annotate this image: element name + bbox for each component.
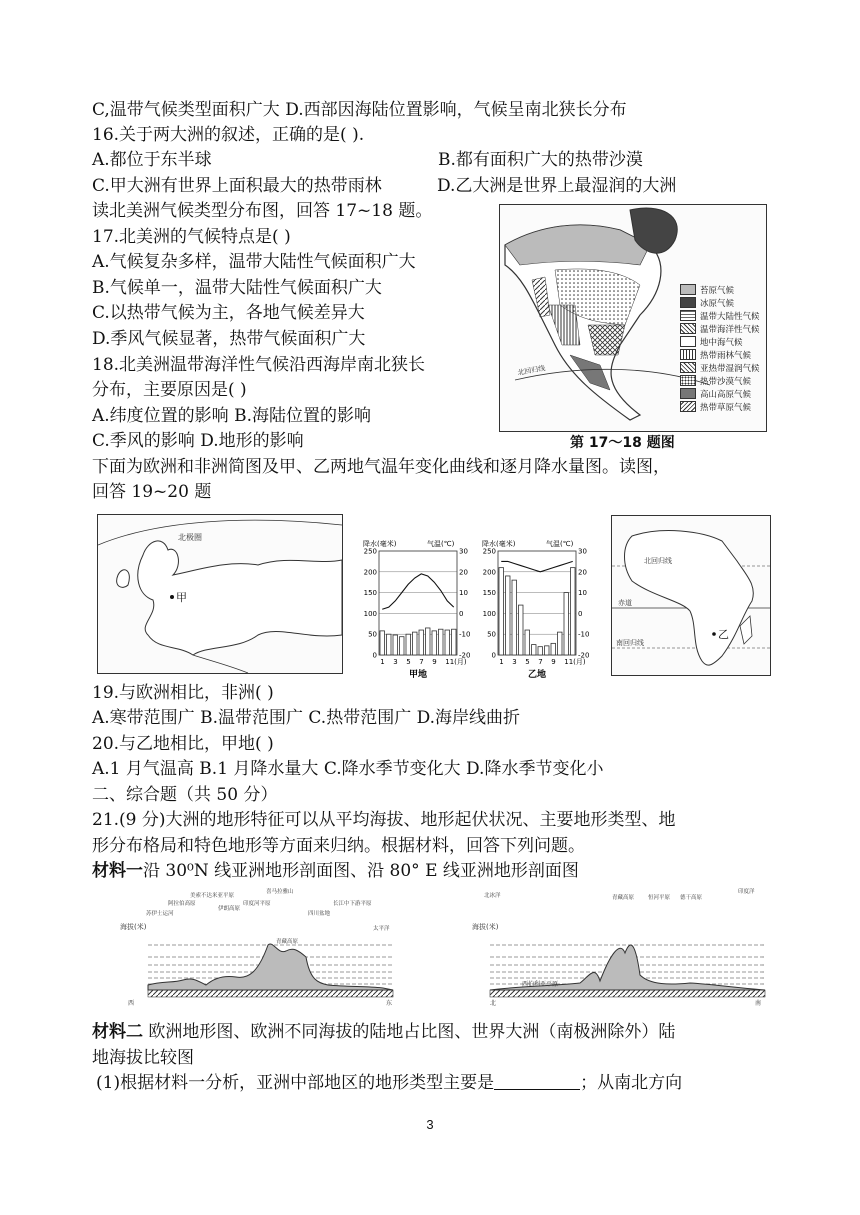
p2-label-2: 恒河平原: [648, 895, 671, 901]
legend-temperate-continental: 温带大陆性气候: [680, 309, 760, 322]
p1-label-3: 伊朗高原: [218, 906, 241, 912]
p2-label-0: 北冰洋: [484, 893, 501, 899]
q18-options-cd: C.季风的影响 D.地形的影响: [92, 431, 304, 451]
y2label: 气温(℃): [546, 540, 574, 548]
y-tick-label: 150: [363, 589, 377, 598]
profile-30n: [118, 885, 400, 1010]
legend-mediterranean: 地中海气候: [680, 335, 760, 348]
intro-19-20: 下面为欧洲和非洲简图及甲、乙两地气温年变化曲线和逐月降水量图。读图，: [92, 457, 670, 477]
precip-bar: [564, 593, 569, 655]
profile2-yaxis: 海拔(米): [472, 923, 499, 931]
africa-tropic-n-label: 北回归线: [644, 557, 672, 565]
profile1-east: 东: [386, 1000, 393, 1007]
na-tropic-label: 北回归线: [516, 364, 546, 377]
q21-stem-2: 形分布格局和特色地形等方面来归纳。根据材料，回答下列问题。: [92, 836, 585, 856]
profile2-north: 北: [490, 1000, 497, 1007]
p1-label-4: 印度河平原: [243, 901, 271, 907]
y-tick-label: 200: [363, 568, 377, 577]
precip-bar: [499, 568, 504, 655]
y-tick-label: 0: [491, 651, 496, 660]
north-america-climate-map: [499, 204, 767, 432]
q16-option-a: A.都位于东半球: [92, 150, 212, 170]
precip-bar: [419, 630, 424, 655]
precip-bar: [413, 632, 418, 655]
y-tick-label: 200: [482, 568, 496, 577]
page-number: 3: [426, 1117, 434, 1132]
section-2-heading: 二、综合题（共 50 分）: [92, 785, 278, 805]
q17-option-b: B.气候单一，温带大陆性气候面积广大: [92, 278, 382, 298]
q20-options: A.1 月气温高 B.1 月降水量大 C.降水季节变化大 D.降水季节变化小: [92, 759, 604, 779]
material-2-text: 欧洲地形图、欧洲不同海拔的陆地占比图、世界大洲（南极洲除外）陆: [143, 1022, 676, 1042]
q21-stem: 21.(9 分)大洲的地形特征可以从平均海拔、地形起伏状况、主要地形类型、地: [92, 810, 676, 830]
profile2-labels: [484, 887, 755, 901]
intro-17-18: 读北美洲气候类型分布图，回答 17~18 题。: [92, 201, 433, 221]
precip-bar: [445, 630, 450, 655]
europe-polar-circle-label: 北极圈: [178, 533, 202, 542]
y-tick-label: 100: [482, 609, 496, 618]
q17-option-a: A.气候复杂多样，温带大陆性气候面积广大: [92, 252, 416, 272]
x-tick-label: 5: [525, 658, 530, 666]
x-tick-label: 11(月): [564, 658, 586, 666]
x-tick-label: 1: [499, 658, 504, 666]
precip-bar: [380, 631, 385, 655]
p1-label-1: 阿拉伯高原: [168, 901, 196, 907]
legend-tropical-savanna: 热带草原气候: [680, 400, 760, 413]
yi-point: [712, 632, 716, 636]
material-1-label: 材料一: [92, 861, 143, 881]
na-map-caption: 第 17～18 题图: [570, 435, 675, 451]
jia-label: 甲: [176, 591, 187, 604]
profile1-yaxis: 海拔(米): [120, 923, 147, 931]
y2-tick-label: 30: [578, 547, 587, 556]
africa-map: [611, 515, 771, 676]
precip-bar: [432, 631, 437, 655]
y2-tick-label: -20: [578, 651, 590, 660]
x-tick-label: 7: [419, 658, 424, 666]
y2-tick-label: 10: [459, 589, 468, 598]
q19-stem: 19.与欧洲相比，非洲( ): [92, 683, 274, 703]
x-tick-label: 5: [406, 658, 411, 666]
temperature-line: [382, 574, 454, 609]
y-tick-label: 0: [372, 651, 377, 660]
x-tick-label: 3: [393, 658, 398, 666]
q16-option-c: C.甲大洲有世界上面积最大的热带雨林: [92, 176, 382, 196]
na-legend: [680, 283, 760, 413]
legend-tropical-desert: 热带沙漠气候: [680, 374, 760, 387]
material-2-line-2: 地海拔比较图: [92, 1048, 194, 1068]
precip-bar: [551, 643, 556, 655]
p1-label-0: 苏伊士运河: [146, 911, 174, 917]
material-2-label: 材料二: [92, 1022, 143, 1042]
precip-bar: [558, 632, 563, 655]
precip-bar: [532, 645, 537, 655]
profile-80e-svg: [470, 885, 770, 1010]
material-1: [92, 859, 579, 883]
precip-bar: [439, 629, 444, 655]
x-tick-label: 1: [380, 658, 385, 666]
precip-bar: [452, 629, 457, 655]
y2label: 气温(℃): [427, 540, 455, 548]
chart-yi: [480, 537, 600, 685]
precip-bar: [512, 580, 517, 655]
y2-tick-label: 30: [459, 547, 468, 556]
y-tick-label: 100: [363, 609, 377, 618]
precip-bar: [525, 630, 530, 655]
y2-tick-label: 0: [578, 609, 583, 618]
temperature-line: [501, 561, 573, 571]
y-tick-label: 50: [487, 630, 496, 639]
precip-bar: [400, 637, 405, 655]
legend-highland: 高山高原气候: [680, 387, 760, 400]
y2-tick-label: -20: [459, 651, 471, 660]
x-tick-label: 11(月): [445, 658, 467, 666]
profile1-west: 西: [128, 1000, 135, 1007]
precip-bar: [393, 635, 398, 655]
legend-subtropical-humid: 亚热带湿润气候: [680, 361, 760, 374]
intro-19-20-2: 回答 19~20 题: [92, 482, 212, 502]
y2-tick-label: -10: [578, 630, 590, 639]
p2-label-1: 青藏高原: [612, 895, 635, 901]
chart-title: 乙地: [527, 670, 547, 680]
x-tick-label: 9: [551, 658, 556, 666]
q15-options-cd: C,温带气候类型面积广大 D.西部因海陆位置影响，气候呈南北狭长分布: [92, 100, 627, 120]
p2-label-4: 印度洋: [738, 889, 755, 895]
chart-title: 甲地: [408, 670, 428, 680]
europe-map: [97, 514, 343, 674]
jia-point: [170, 595, 174, 599]
ylabel: 降水(毫米): [363, 540, 397, 548]
legend-temperate-maritime: 温带海洋性气候: [680, 322, 760, 335]
precip-bar: [538, 647, 543, 655]
material-2: [92, 1020, 675, 1044]
precip-bar: [519, 605, 524, 655]
q18-options-ab: A.纬度位置的影响 B.海陆位置的影响: [92, 406, 371, 426]
p2-label-3: 德干高原: [680, 895, 703, 901]
x-tick-label: 7: [538, 658, 543, 666]
q16-option-b: B.都有面积广大的热带沙漠: [438, 150, 643, 170]
p1-label-6: 青藏高原: [276, 939, 299, 945]
y2-tick-label: 0: [459, 609, 464, 618]
y2-tick-label: 20: [459, 568, 468, 577]
q16-stem: 16.关于两大洲的叙述，正确的是( ).: [92, 125, 365, 145]
x-tick-label: 3: [512, 658, 517, 666]
yi-label: 乙: [718, 628, 729, 641]
precip-bar: [426, 628, 431, 655]
answer-blank[interactable]: [494, 1071, 580, 1090]
profile-30n-svg: [118, 885, 400, 1010]
p1-label-2: 美索不达米亚平原: [190, 893, 235, 899]
q17-option-c: C.以热带气候为主，各地气候差异大: [92, 303, 365, 323]
q18-stem-2: 分布，主要原因是( ): [92, 380, 247, 400]
y-tick-label: 250: [363, 547, 377, 556]
p1-label-7: 四川盆地: [308, 911, 331, 917]
sub-question-1: (1)根据材料一分析，亚洲中部地区的地形类型主要是 ；从南北方向: [96, 1073, 683, 1093]
chart-jia: [361, 537, 471, 685]
precip-bar: [387, 634, 392, 655]
legend-icecap: 冰原气候: [680, 296, 760, 309]
y2-tick-label: -10: [459, 630, 471, 639]
x-tick-label: 9: [432, 658, 437, 666]
q16-option-d: D.乙大洲是世界上最湿润的大洲: [437, 176, 677, 196]
precip-bar: [545, 646, 550, 655]
y-tick-label: 50: [368, 630, 377, 639]
p1-label-5: 喜马拉雅山: [266, 889, 294, 895]
precip-bar: [571, 568, 576, 655]
legend-tundra: 苔原气候: [680, 283, 760, 296]
africa-tropic-s-label: 南回归线: [616, 639, 644, 647]
q20-stem: 20.与乙地相比，甲地( ): [92, 734, 274, 754]
p1-label-8: 长江中下游平原: [333, 901, 372, 907]
profile1-labels: [146, 887, 390, 945]
europe-map-svg: [98, 515, 342, 673]
q19-options: A.寒带范围广 B.温带范围广 C.热带范围广 D.海岸线曲折: [92, 708, 521, 728]
precip-bar: [406, 634, 411, 655]
legend-tropical-rainforest: 热带雨林气候: [680, 348, 760, 361]
y-tick-label: 150: [482, 589, 496, 598]
profile2-south: 南: [755, 1000, 762, 1007]
y-tick-label: 250: [482, 547, 496, 556]
q17-stem: 17.北美洲的气候特点是( ): [92, 227, 291, 247]
q18-stem: 18.北美洲温带海洋性气候沿西海岸南北狭长: [92, 355, 426, 375]
q17-option-d: D.季风气候显著，热带气候面积广大: [92, 329, 366, 349]
ylabel: 降水(毫米): [482, 540, 516, 548]
p1-label-9: 太平洋: [373, 926, 390, 932]
material-1-text: 沿 30⁰N 线亚洲地形剖面图、沿 80° E 线亚洲地形剖面图: [143, 861, 579, 881]
profile-80e: [470, 885, 770, 1010]
y2-tick-label: 20: [578, 568, 587, 577]
chart-jia-svg: [361, 537, 481, 685]
precip-bar: [506, 576, 511, 655]
profile2-mid-label: 西伯利亚平原: [522, 981, 559, 988]
y2-tick-label: 10: [578, 589, 587, 598]
africa-equator-label: 赤道: [618, 599, 632, 607]
chart-yi-svg: [480, 537, 600, 685]
africa-map-svg: [612, 516, 770, 675]
